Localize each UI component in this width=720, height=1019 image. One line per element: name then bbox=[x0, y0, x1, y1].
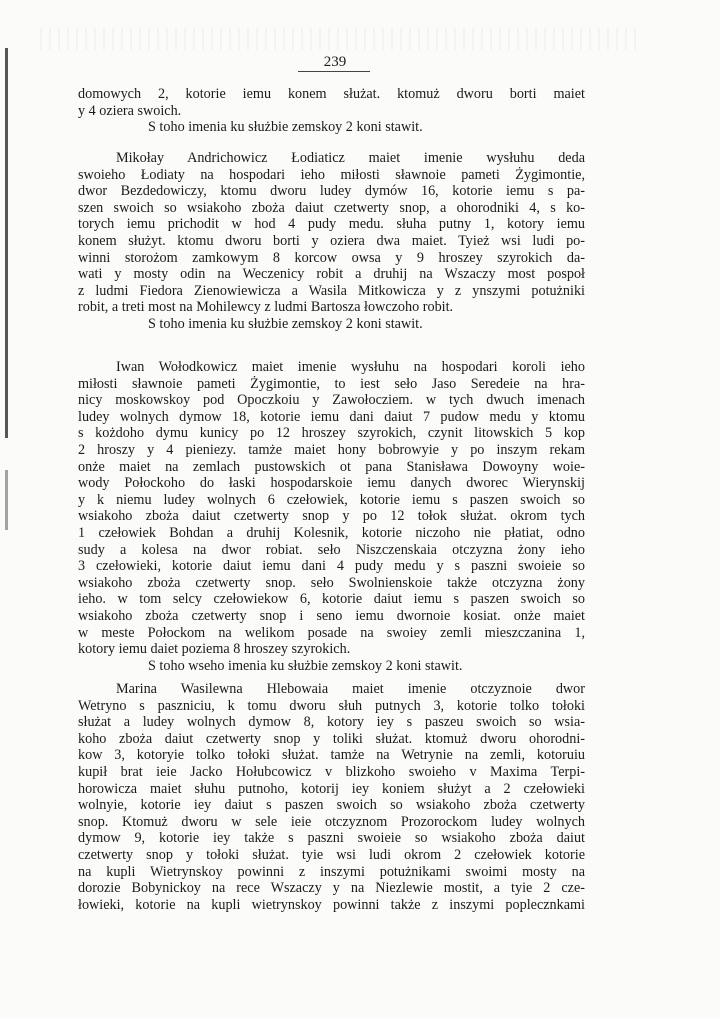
text-line: wolnyie, kotorie iey daiut s paszen swoich so wsiakoho zboża czetwerty bbox=[78, 797, 585, 814]
text-line: służat a ludey wolnych dymow 8, kotory iey s paszeu swoich so wsia- bbox=[78, 714, 585, 731]
page-number-rule bbox=[298, 71, 370, 72]
text-line: wsiakoho zboża daiut czetwerty snop y po 12 tołok służat. okrom tych bbox=[78, 508, 585, 525]
paragraph-4 bbox=[78, 681, 585, 913]
text-line: szen swoich so wsiakoho zboża daiut czetwerty snop, a ohorodniki 4, s ko- bbox=[78, 199, 585, 216]
text-line: winni storożom zamkowym 8 korcow owsa y 9 hroszey szyrokich da- bbox=[78, 249, 585, 266]
scan-binding-edge bbox=[5, 470, 8, 530]
text-line: sudy a kolesa na dwor robiat. seło Niszczenskaia otczyzna żony ieho bbox=[78, 541, 585, 558]
text-line: kupił brat ieie Jacko Hołubcowicz v blizkoho swoieho v Maxima Terpi- bbox=[78, 763, 585, 780]
text-line: koho zboża daiut czetwerty snop y toliki służat. ktomuż dworu ohorodni- bbox=[78, 730, 585, 747]
text-line: wody Połockoho do łaski hospodarskoie iemu danych dworec Wierynskij bbox=[78, 475, 585, 492]
page-number: 239 bbox=[323, 54, 347, 70]
paragraph-1 bbox=[78, 86, 585, 136]
service-statement: S toho imenia ku służbie zemskoy 2 koni stawit. bbox=[148, 119, 423, 136]
text-line: wsiakoho zboża czetwerty snop i seno iemu dwornoie kosiat. onże maiet bbox=[78, 607, 585, 624]
text-line: onże maiet na zemlach pustowskich ot pana Stanisława Dowoyny woie- bbox=[78, 458, 585, 475]
text-line: z ludmi Fiedora Zienowiewicza a Wasila Mitkowicza y z ynszymi potużniki bbox=[78, 282, 585, 299]
text-line: łowieki, kotorie na kupli wietrynskoy powinni także z inszymi poplecznkami bbox=[78, 896, 585, 913]
text-line: 3 czełowieki, kotorie daiut iemu dani 4 pudy medu y s paszni swoieie so bbox=[78, 558, 585, 575]
text-line: Iwan Wołodkowicz maiet imenie wysłuhu na hospodari koroli ieho bbox=[116, 359, 585, 375]
text-line: Wetryno s paszniciu, k tomu dworu słuh putnych 3, kotorie tolko tołoki bbox=[78, 697, 585, 714]
text-line: kotory iemu daiet poziema 8 hroszey szyrokich. bbox=[78, 641, 351, 658]
text-line: konem służyt. ktomu dworu borti y oziera dwa maiet. Tyież wsi ludi po- bbox=[78, 232, 585, 249]
text-line: ieho. w tom selcy czełowiekow 6, kotorie daiut iemu s paszen swoich so bbox=[78, 591, 585, 608]
text-line: ludey wolnych dymow 18, kotorie iemu dani daiut 7 pudow medu y ktomu bbox=[78, 408, 585, 425]
text-line: w meste Połockom na welikom posade na swoiey zemli mieszczanina 1, bbox=[78, 624, 585, 641]
text-line: torych iemu prichodit w hod 4 pudy medu. słuha putny 1, kotory iemu bbox=[78, 216, 585, 233]
text-line: domowych 2, kotorie iemu konem służat. ktomuż dworu borti maiet bbox=[78, 86, 585, 102]
text-line: y 4 oziera swoich. bbox=[78, 102, 182, 119]
text-line: s kożdoho dymu kunicy po 12 hroszey szyrokich, czynit litowskich 5 kop bbox=[78, 425, 585, 442]
text-line: czetwerty snop y tołoki służat. tyie wsi ludi okrom 2 czełowiek kotorie bbox=[78, 846, 585, 863]
service-statement: S toho imenia ku służbie zemskoy 2 koni stawit. bbox=[148, 315, 423, 332]
text-line: dymow 9, kotorie iey także s paszni swoieie so wsiakoho zboża daiut bbox=[78, 830, 585, 847]
text-line: miłosti sławnoie pameti Żygimontie, to iest seło Jaso Seredeie na hra- bbox=[78, 375, 585, 392]
text-line: 1 czełowiek Bohdan a druhij Kolesnik, kotorie niczoho nie płatiat, odno bbox=[78, 524, 585, 541]
text-line: swoieho Łodiaty na hospodari ieho miłosti sławnoie pameti Żygimontie, bbox=[78, 166, 585, 183]
paragraph-2 bbox=[78, 150, 585, 333]
text-line: snop. Ktomuż dworu w sele ieie otczyznom Prozorockom ludey wolnych bbox=[78, 813, 585, 830]
text-line: wati y mosty odin na Weczenicy robit a druhij na Wszaczy most pospoł bbox=[78, 266, 585, 283]
service-statement: S toho wseho imenia ku służbie zemskoy 2 koni stawit. bbox=[148, 657, 463, 674]
text-line: kow 3, kotoryie tolko tołoki służat. tamże na Wetrynie na zemli, kotoruiu bbox=[78, 747, 585, 764]
text-line: Mikołay Andrichowicz Łodiaticz maiet imenie wysłuhu deda bbox=[116, 150, 585, 166]
text-line: horowicza maiet słuhu putnoho, kotorij iey koniem służyt a 2 czełowieki bbox=[78, 780, 585, 797]
paragraph-3 bbox=[78, 359, 585, 674]
text-line: robit, a treti most na Mohilewcy z ludmi Bartosza łowczoho robit. bbox=[78, 299, 454, 316]
text-line: Marina Wasilewna Hlebowaia maiet imenie otczyznoie dwor bbox=[116, 681, 585, 697]
text-line: nicy moskowskoy pod Opoczkoiu y Zawołocziem. w tych dwuch imenach bbox=[78, 392, 585, 409]
text-line: y k niemu ludey wolnych 6 czełowiek, kotorie iemu s paszen swoich so bbox=[78, 491, 585, 508]
text-line: na kupli Wietrynskoy powinni z inszymi potużnikami swoimi mosty na bbox=[78, 863, 585, 880]
text-line: wsiakoho zboża czetwerty snop. seło Swolnienskoie także otczyzna żony bbox=[78, 574, 585, 591]
text-line: dorozie Bobynickoy na rece Wszaczy y na Niezlewie mostit, a tyie 2 cze- bbox=[78, 880, 585, 897]
text-line: dwor Bezdedowiczy, ktomu dworu ludey dymów 16, kotorie iemu s pa- bbox=[78, 183, 585, 200]
scan-binding-edge bbox=[5, 48, 8, 438]
scan-bleed-through bbox=[40, 28, 640, 50]
text-line: 2 hroszy y 4 pieniezy. tamże maiet hony bobrowyie y po inszym rekam bbox=[78, 441, 585, 458]
